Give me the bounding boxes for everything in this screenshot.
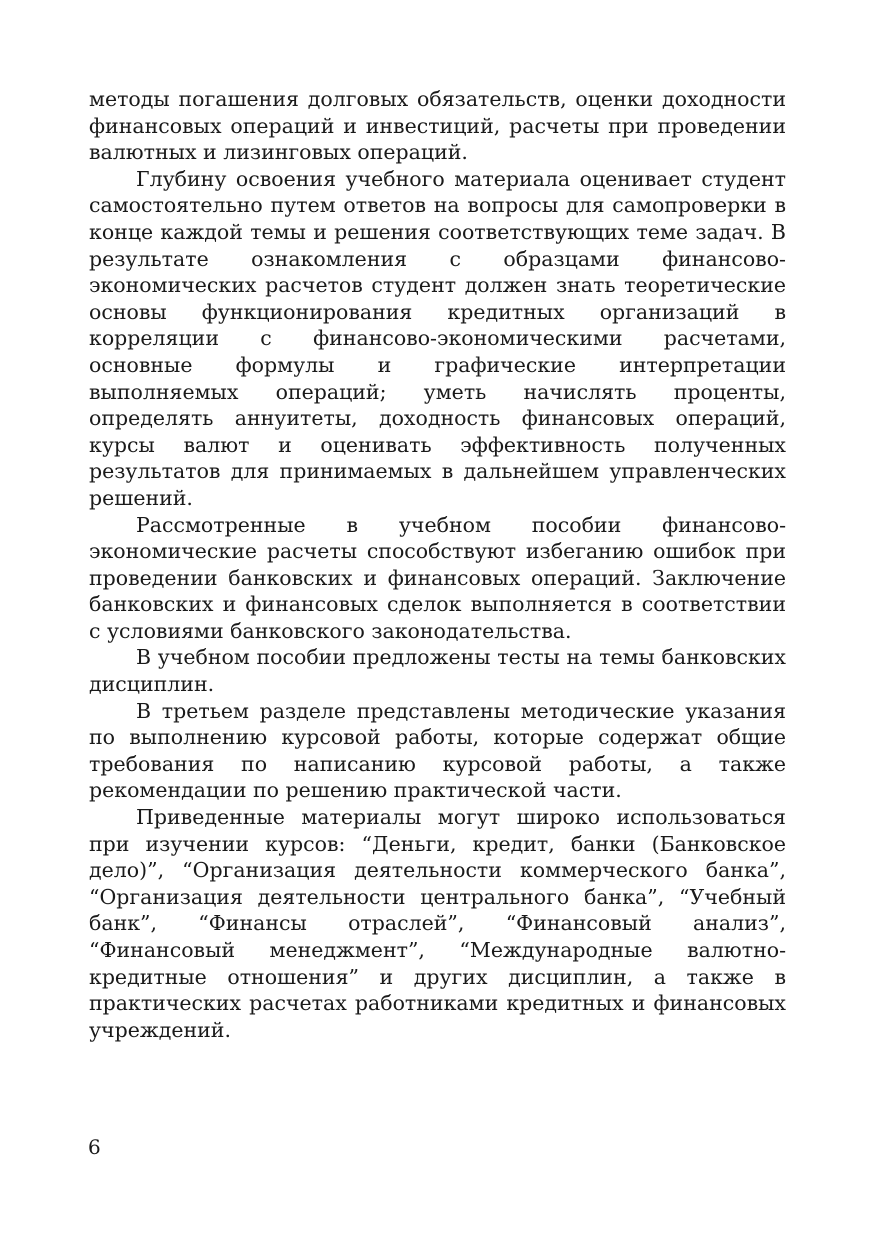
paragraph-continuation: методы погашения долговых обязательств, оценки доходности финансовых операций и инвестиций, расчеты при проведении валютных и лизинговых операций. — [89, 87, 786, 165]
page-number: 6 — [88, 1135, 101, 1159]
paragraph: Рассмотренные в учебном пособии финансово-экономические расчеты способствуют избеганию ошибок при проведении банковских и финансовых операций. Заключение банковских и финансовых сделок выполняется в соответствии с условиями банковского законодательства. — [89, 512, 786, 643]
paragraph: Приведенные материалы могут широко использоваться при изучении курсов: “Деньги, кредит, банки (Банковское дело)”, “Организация деятельности коммерческого банка”, “Организация деятельности центрального банка”, “Учебный банк”, “Финансы отраслей”, “Финансовый анализ”, “Финансовый менеджмент”, “Международные валютно-кредитные отношения” и других дисциплин, а также в практических расчетах работниками кредитных и финансовых учреждений. — [89, 805, 786, 1042]
paragraph: В учебном пособии предложены тесты на темы банковских дисциплин. — [89, 645, 786, 697]
paragraph: В третьем разделе представлены методические указания по выполнению курсовой работы, которые содержат общие требования по написанию курсовой работы, а также рекомендации по решению практической части. — [89, 698, 786, 803]
paragraph: Глубину освоения учебного материала оценивает студент самостоятельно путем ответов на вопросы для самопроверки в конце каждой темы и решения соответствующих теме задач. В результате ознакомления с образцами финансово-экономических расчетов студент должен знать теоретические основы функционирования кредитных организаций в корреляции с финансово-экономическими расчетами, основные формулы и графические интерпретации выполняемых операций; уметь начислять проценты, определять аннуитеты, доходность финансовых операций, курсы валют и оценивать эффективность полученных результатов для принимаемых в дальнейшем управленческих решений. — [89, 166, 786, 510]
body-text — [89, 86, 786, 1043]
